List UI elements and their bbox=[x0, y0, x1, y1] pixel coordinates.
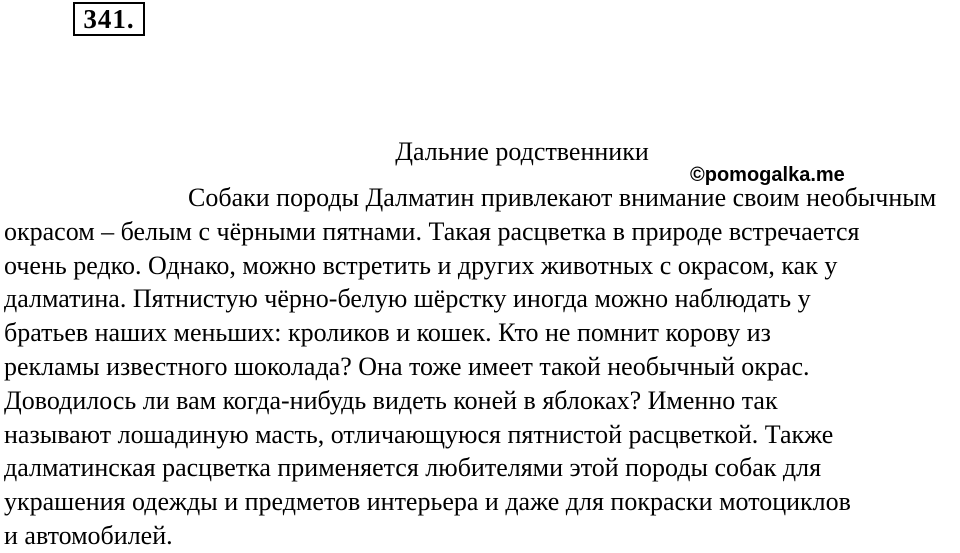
watermark: ©pomogalka.me bbox=[690, 164, 845, 186]
paragraph-line: окрасом – белым с чёрными пятнами. Такая расцветка в природе встречается bbox=[4, 216, 860, 246]
paragraph-line: рекламы известного шоколада? Она тоже имеет такой необычный окрас. bbox=[4, 351, 810, 381]
body-paragraph bbox=[4, 181, 960, 553]
paragraph-line: называют лошадиную масть, отличающуюся пятнистой расцветкой. Также bbox=[4, 419, 834, 449]
paragraph-line: братьев наших меньших: кроликов и кошек. Кто не помнит корову из bbox=[4, 318, 771, 348]
exercise-number: 341. bbox=[73, 2, 145, 36]
paragraph-line: Доводилось ли вам когда-нибудь видеть коней в яблоках? Именно так bbox=[4, 385, 778, 415]
paragraph-line: Собаки породы Далматин привлекают внимание своим необычным bbox=[188, 183, 937, 212]
paragraph-line: и автомобилей. bbox=[4, 520, 173, 550]
text-title: Дальние родственники bbox=[395, 137, 649, 166]
paragraph-line: очень редко. Однако, можно встретить и других животных с окрасом, как у bbox=[4, 250, 838, 280]
paragraph-line: далматина. Пятнистую чёрно-белую шёрстку иногда можно наблюдать у bbox=[4, 284, 811, 314]
paragraph-line: далматинская расцветка применяется любителями этой породы собак для bbox=[4, 453, 822, 483]
paragraph-line: украшения одежды и предметов интерьера и даже для покраски мотоциклов bbox=[4, 487, 851, 517]
